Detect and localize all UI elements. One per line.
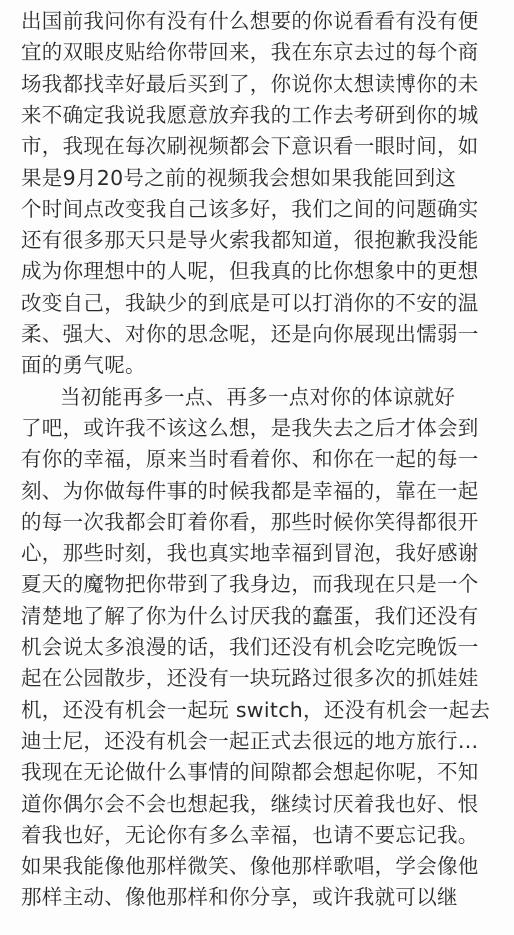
text-line: 市，我现在每次刷视频都会下意识看一眼时间，如 (21, 134, 479, 159)
text-line: 心，那些时刻，我也真实地幸福到冒泡，我好感谢 (21, 541, 479, 566)
text-line: 还有很多那天只是导火索我都知道，很抱歉我没能 (21, 228, 479, 253)
text-line: 刻、为你做每件事的时候我都是幸福的，靠在一起 (21, 478, 479, 503)
text-line: 来不确定我说我愿意放弃我的工作去考研到你的城 (21, 102, 479, 127)
text-line: 个时间点改变我自己该多好，我们之间的问题确实 (21, 196, 479, 221)
text-line: 改变自己，我缺少的到底是可以打消你的不安的温 (21, 290, 479, 315)
text-line: 柔、强大、对你的思念呢，还是向你展现出懦弱一 (21, 322, 479, 346)
text-line: 面的勇气呢。 (21, 353, 146, 378)
text-line: 成为你理想中的人呢，但我真的比你想象中的更想 (21, 259, 479, 284)
text-line: 如果我能像他那样微笑、像他那样歌唱，学会像他 (21, 854, 479, 879)
text-line: 机，还没有机会一起玩 switch，还没有机会一起去 (21, 697, 491, 722)
text-line: 有你的幸福，原来当时看着你、和你在一起的每一 (21, 447, 479, 472)
text-line: 当初能再多一点、再多一点对你的体谅就好 (60, 384, 456, 409)
text-line: 迪士尼，还没有机会一起正式去很远的地方旅行… (21, 728, 479, 753)
text-line: 起在公园散步，还没有一块玩路过很多次的抓娃娃 (21, 666, 479, 691)
text-line: 着我也好，无论你有多么幸福，也请不要忘记我。 (21, 822, 479, 847)
text-line: 场我都找幸好最后买到了，你说你太想读博你的未 (21, 71, 479, 96)
text-line: 宜的双眼皮贴给你带回来，我在东京去过的每个商 (21, 40, 479, 65)
text-line: 那样主动、像他那样和你分享，或许我就可以继 (21, 885, 458, 910)
text-line: 的每一次我都会盯着你看，那些时候你笑得都很开 (21, 509, 479, 534)
text-line: 机会说太多浪漫的话，我们还没有机会吃完晚饭一 (21, 635, 479, 659)
text-line: 我现在无论做什么事情的间隙都会想起你呢，不知 (21, 760, 479, 785)
text-line: 出国前我问你有没有什么想要的你说看看有没有便 (21, 9, 479, 33)
text-line: 夏天的魔物把你带到了我身边，而我现在只是一个 (21, 572, 479, 597)
text-line: 道你偶尔会不会也想起我，继续讨厌着我也好、恨 (21, 791, 479, 816)
text-line: 清楚地了解了你为什么讨厌我的蠢蛋，我们还没有 (21, 603, 479, 628)
text-line: 了吧，或许我不该这么想，是我失去之后才体会到 (21, 415, 479, 440)
text-line: 果是9月20号之前的视频我会想如果我能回到这 (21, 165, 457, 190)
